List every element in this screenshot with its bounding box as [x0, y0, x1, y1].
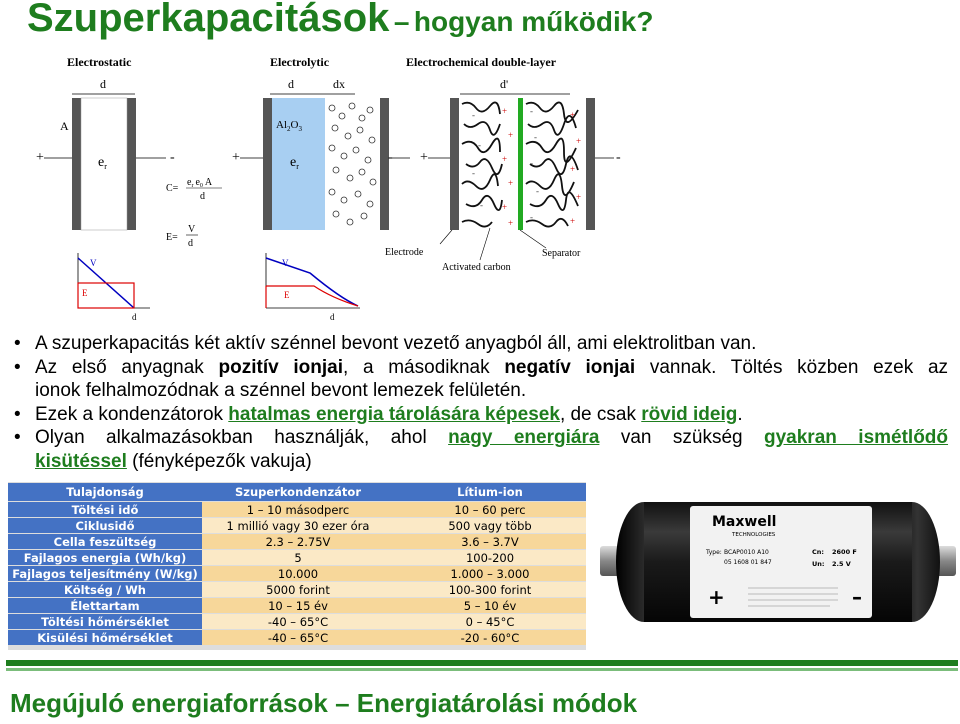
electrolytic-label: Electrolytic [270, 55, 330, 69]
footer [10, 688, 637, 719]
cell-property: Ciklusidő [8, 518, 202, 533]
es-graph-d: d [132, 312, 137, 322]
es-graph-e: E [82, 288, 88, 298]
cell-supercap: -40 – 65°C [202, 614, 394, 629]
es-c-den: d [200, 191, 205, 202]
header-property: Tulajdonság [8, 483, 202, 501]
table-row [8, 598, 586, 613]
maxwell-logo: Maxwell [712, 514, 777, 530]
title-sub: hogyan működik? [413, 6, 654, 37]
photo-plus: + [708, 585, 725, 609]
edl-minus: - [616, 150, 621, 165]
cell-property: Élettartam [8, 598, 202, 613]
table-row [8, 614, 586, 629]
svg-text:+: + [508, 218, 514, 228]
cell-property: Cella feszültség [8, 534, 202, 549]
el-er: $e_r$ [290, 155, 299, 171]
es-e-eq: E= [166, 232, 178, 243]
svg-text:+: + [502, 154, 508, 164]
svg-text:+: + [570, 216, 576, 226]
svg-text:Cn:: Cn: [812, 548, 824, 556]
table-row [8, 582, 586, 597]
cell-supercap: 5 [202, 550, 394, 565]
electrostatic-label: Electrostatic [67, 55, 132, 69]
cell-supercap: 5000 forint [202, 582, 394, 597]
cell-supercap: 10 – 15 év [202, 598, 394, 613]
edl-label: Electrochemical double-layer [406, 55, 557, 69]
svg-text:+: + [502, 202, 508, 212]
svg-text:-: - [530, 158, 533, 168]
svg-text:+: + [570, 110, 576, 120]
photo-minus: – [852, 585, 862, 609]
edl-carbon-label: Activated carbon [442, 262, 511, 273]
el-plus: + [232, 150, 240, 165]
svg-text:Type:: Type: [706, 549, 722, 556]
es-c-eq: C= [166, 183, 179, 194]
el-graph-e: E [284, 290, 290, 300]
cell-li-ion: 1.000 – 3.000 [394, 566, 586, 581]
edl-electrode-label: Electrode [385, 247, 424, 258]
cell-li-ion: -20 - 60°C [394, 630, 586, 645]
el-ions [329, 103, 376, 225]
svg-text:BCAP0010 A10: BCAP0010 A10 [724, 549, 769, 556]
svg-text:+: + [508, 130, 514, 140]
comparison-table [8, 482, 586, 650]
cell-property: Fajlagos energia (Wh/kg) [8, 550, 202, 565]
bullet-3: • Ezek a kondenzátorok hatalmas energia tárolására képesek, de csak rövid ideig. [12, 403, 948, 427]
el-d-label: d [288, 77, 294, 91]
svg-text:-: - [530, 212, 533, 222]
cell-supercap: -40 – 65°C [202, 630, 394, 645]
cell-li-ion: 5 – 10 év [394, 598, 586, 613]
svg-text:05 1608 01 847: 05 1608 01 847 [724, 559, 772, 566]
svg-text:-: - [478, 140, 481, 150]
footer-divider [6, 660, 958, 666]
electrolytic-diagram [232, 55, 410, 322]
svg-text:-: - [530, 106, 533, 116]
footer-divider-light [6, 668, 958, 671]
es-er: $e_r$ [98, 155, 107, 171]
es-e-den: d [188, 238, 193, 249]
table-row [8, 550, 586, 565]
svg-text:-: - [534, 132, 537, 142]
svg-text:2.5 V: 2.5 V [832, 560, 851, 568]
table-row [8, 534, 586, 549]
cell-property: Fajlagos teljesítmény (W/kg) [8, 566, 202, 581]
table-row [8, 502, 586, 517]
cell-property: Töltési hőmérséklet [8, 614, 202, 629]
table-row [8, 630, 586, 645]
svg-text:+: + [576, 136, 582, 146]
svg-text:-: - [472, 110, 475, 120]
cell-li-ion: 100-300 forint [394, 582, 586, 597]
cell-property: Költség / Wh [8, 582, 202, 597]
supercapacitor-photo [600, 492, 956, 652]
title-main: Szuperkapacitások [27, 0, 390, 40]
el-minus: - [388, 150, 393, 165]
cell-li-ion: 3.6 – 3.7V [394, 534, 586, 549]
el-graph [266, 253, 360, 322]
svg-text:Un:: Un: [812, 560, 825, 568]
cell-li-ion: 100-200 [394, 550, 586, 565]
cell-property: Töltési idő [8, 502, 202, 517]
svg-text:-: - [472, 168, 475, 178]
el-al2o3: $Al_2O_3$ [276, 119, 302, 133]
es-graph [78, 253, 150, 322]
svg-text:+: + [508, 178, 514, 188]
svg-text:-: - [536, 186, 539, 196]
cell-supercap: 1 – 10 másodperc [202, 502, 394, 517]
cell-property: Kisülési hőmérséklet [8, 630, 202, 645]
svg-text:2600 F: 2600 F [832, 548, 857, 556]
es-c-num: $e_r$ $e_0$ A [187, 177, 213, 189]
header-supercap: Szuperkondenzátor [202, 483, 394, 501]
edl-d-label: d' [500, 77, 509, 91]
footer-dash: – [335, 688, 350, 718]
cell-supercap: 2.3 – 2.75V [202, 534, 394, 549]
table-row [8, 566, 586, 581]
footer-right: Energiatárolási módok [356, 688, 638, 718]
es-d-label: d [100, 77, 106, 91]
electrostatic-diagram [36, 55, 222, 322]
footer-left: Megújuló energiaforrások [10, 688, 328, 718]
el-graph-v: V [282, 258, 289, 268]
es-minus: - [170, 150, 175, 165]
title-dash: – [393, 6, 410, 37]
cell-li-ion: 10 – 60 perc [394, 502, 586, 517]
bullet-2: • Az első anyagnak pozitív ionjai, a másodiknak negatív ionjai vannak. Töltés közben ezek az ionok felhalmozódnak a szénnel bevont lemezek felületén. [12, 356, 948, 403]
svg-text:+: + [576, 192, 582, 202]
svg-text:+: + [570, 164, 576, 174]
es-a-label: A [60, 119, 69, 133]
cell-li-ion: 500 vagy több [394, 518, 586, 533]
es-graph-v: V [90, 258, 97, 268]
edl-separator-label: Separator [542, 248, 581, 259]
cell-li-ion: 0 – 45°C [394, 614, 586, 629]
bullet-1: • A szuperkapacitás két aktív szénnel bevont vezető anyagból áll, ami elektrolitban van. [12, 332, 948, 356]
edl-diagram [385, 55, 621, 273]
el-graph-d: d [330, 312, 335, 322]
svg-text:-: - [480, 200, 483, 210]
bullet-4: • Olyan alkalmazásokban használják, ahol nagy energiára van szükség gyakran ismétlődő kisütéssel (fényképezők vakuja) [12, 426, 948, 473]
capacitor-comparison-diagram [20, 48, 640, 322]
maxwell-logo-sub: TECHNOLOGIES [732, 532, 776, 538]
page-title [27, 0, 653, 41]
cell-supercap: 1 millió vagy 30 ezer óra [202, 518, 394, 533]
cell-supercap: 10.000 [202, 566, 394, 581]
es-plus: + [36, 150, 44, 165]
bullet-list [12, 332, 948, 473]
svg-text:+: + [502, 106, 508, 116]
es-e-num: V [188, 224, 196, 235]
header-li-ion: Lítium-ion [394, 483, 586, 501]
edl-plus: + [420, 150, 428, 165]
table-header-row [8, 483, 586, 501]
el-dx-label: dx [333, 77, 345, 91]
table-row [8, 518, 586, 533]
